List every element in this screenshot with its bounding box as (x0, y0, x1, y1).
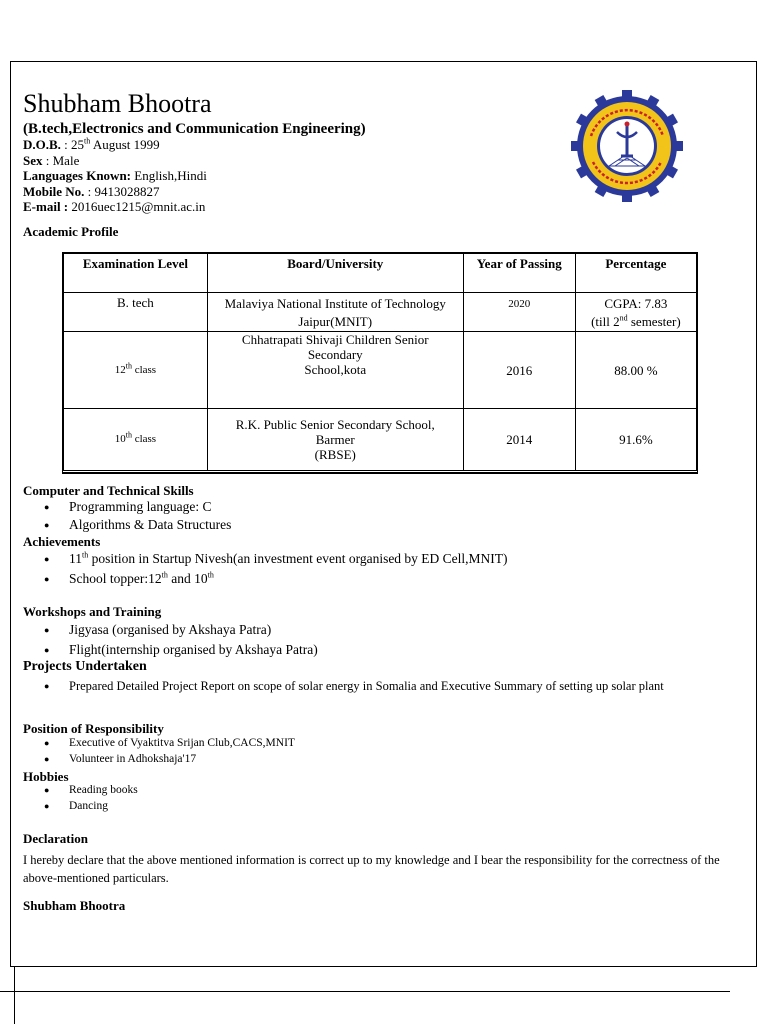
cell-board (207, 409, 463, 471)
sex-label: Sex (23, 153, 43, 168)
list-item: ● Volunteer in Adhokshaja'17 (44, 751, 295, 767)
mobile-label: Mobile No. (23, 184, 85, 199)
skills-list (44, 498, 231, 534)
degree-line: (B.tech,Electronics and Communication Engineering) (23, 121, 366, 137)
level-word: class (134, 363, 157, 376)
footer-margin-line (14, 966, 15, 1024)
list-item: ● Executive of Vyaktitva Srijan Club,CACS,MNIT (44, 735, 295, 751)
board-line-3: School,kota (304, 362, 367, 377)
achievement-2-mid: and 10 (171, 571, 208, 586)
projects-list (44, 678, 669, 694)
cell-percentage (575, 293, 696, 332)
cell-board (207, 293, 463, 332)
achievement-2-pre: School topper:12 (69, 571, 162, 586)
list-item: ● Flight(internship organised by Akshaya Patra) (44, 640, 318, 660)
languages-value: English,Hindi (134, 168, 207, 183)
cell-year (463, 293, 575, 332)
academic-table (63, 253, 697, 471)
footer-rule (0, 991, 730, 992)
level-sup: th (125, 430, 132, 440)
board-line-3: (RBSE) (314, 447, 356, 462)
mobile-line: Mobile No. : 9413028827 (23, 184, 160, 199)
responsibility-list (44, 735, 295, 767)
list-item: ● Programming language: C (44, 498, 231, 516)
hobbies-list (44, 782, 138, 814)
candidate-name: Shubham Bhootra (23, 89, 212, 118)
column-header-year: Year of Passing (463, 254, 575, 293)
page-border-right (756, 61, 757, 967)
level-num: 10 (114, 433, 126, 445)
page-border-top (10, 61, 756, 62)
cell-level (64, 332, 208, 409)
declaration-text: I hereby declare that the above mentioned information is correct up to my knowledge and I bear the responsibility for the correctness of the above-mentioned particulars. (23, 853, 720, 885)
mobile-value: 9413028827 (94, 184, 160, 199)
declaration-heading: Declaration (23, 831, 88, 846)
workshops-list (44, 620, 318, 660)
year-text: 2020 (508, 298, 531, 310)
column-header-examination-level: Examination Level (64, 254, 208, 293)
list-item: ● Dancing (44, 798, 138, 814)
dob-day: 25 (71, 137, 85, 152)
cell-level (64, 409, 208, 471)
dob-day-suffix: th (84, 136, 91, 146)
achievements-list (44, 549, 508, 589)
signature-name: Shubham Bhootra (23, 898, 126, 913)
sex-value: Male (52, 153, 80, 168)
list-item (44, 569, 508, 589)
cell-percentage (575, 409, 696, 471)
list-item: ● Jigyasa (organised by Akshaya Patra) (44, 620, 318, 640)
board-line-1: R.K. Public Senior Secondary School, (235, 417, 435, 432)
board-line-1: Chhatrapati Shivaji Children Senior (241, 332, 429, 347)
list-item (44, 549, 508, 569)
list-item: ● Reading books (44, 782, 138, 798)
board-line-2: Barmer (315, 432, 355, 447)
table-header-row (64, 254, 697, 293)
list-item: ● Prepared Detailed Project Report on scope of solar energy in Somalia and Executive Summary of setting up solar plant (44, 678, 669, 694)
institute-logo (557, 90, 697, 202)
cell-percentage (575, 332, 696, 409)
dob-line: D.O.B. : 25th August 1999 (23, 136, 160, 152)
responsibility-heading: Position of Responsibility (23, 721, 164, 736)
pct-line-2-post: semester) (630, 314, 681, 329)
year-text: 2016 (506, 362, 533, 378)
pct-line-2 (580, 313, 692, 331)
email-value: 2016uec1215@mnit.ac.in (71, 199, 206, 214)
pct-text: 91.6% (619, 432, 653, 447)
achievement-1-text: position in Startup Nivesh(an investment event organised by ED Cell,MNIT) (91, 551, 508, 566)
skills-heading: Computer and Technical Skills (23, 483, 194, 498)
academic-profile-heading: Academic Profile (23, 224, 119, 239)
cell-year (463, 332, 575, 409)
column-header-percentage: Percentage (575, 254, 696, 293)
achievements-heading: Achievements (23, 534, 101, 549)
board-line-2: Jaipur(MNIT) (298, 314, 373, 329)
pct-line-1: CGPA: 7.83 (604, 296, 668, 311)
page-border-bottom (10, 966, 756, 967)
level-text: B. tech (116, 295, 154, 310)
projects-heading: Projects Undertaken (23, 659, 147, 674)
list-item: ● Algorithms & Data Structures (44, 516, 231, 534)
languages-label: Languages Known: (23, 168, 131, 183)
achievement-1-num: 11 (69, 551, 82, 566)
cell-board (207, 332, 463, 409)
table-row (64, 332, 697, 409)
email-label: E-mail : (23, 199, 69, 214)
hobbies-heading: Hobbies (23, 769, 69, 784)
board-line-1: Malaviya National Institute of Technology (224, 296, 446, 311)
year-text: 2014 (506, 432, 533, 447)
email-line (23, 199, 205, 215)
achievement-2-sup-2: th (207, 570, 214, 580)
pct-line-2-sup: nd (619, 313, 628, 323)
table-row (64, 293, 697, 332)
languages-line (23, 168, 207, 184)
pct-text: 88.00 % (614, 362, 658, 378)
sex-line: Sex : Male (23, 153, 80, 168)
dob-rest: August 1999 (92, 137, 160, 152)
level-num: 12 (114, 363, 126, 376)
level-sup: th (125, 360, 132, 370)
level-word: class (134, 433, 157, 445)
pct-line-2-pre: (till 2 (591, 314, 620, 329)
cell-year (463, 409, 575, 471)
workshops-heading: Workshops and Training (23, 604, 162, 619)
dob-label: D.O.B. (23, 137, 61, 152)
column-header-board-university: Board/University (207, 254, 463, 293)
cell-level (64, 293, 208, 332)
achievement-1-sup: th (82, 550, 89, 560)
achievement-2-sup-1: th (161, 570, 168, 580)
board-line-2: Secondary (307, 347, 363, 362)
table-row (64, 409, 697, 471)
page-border-left (10, 61, 11, 967)
